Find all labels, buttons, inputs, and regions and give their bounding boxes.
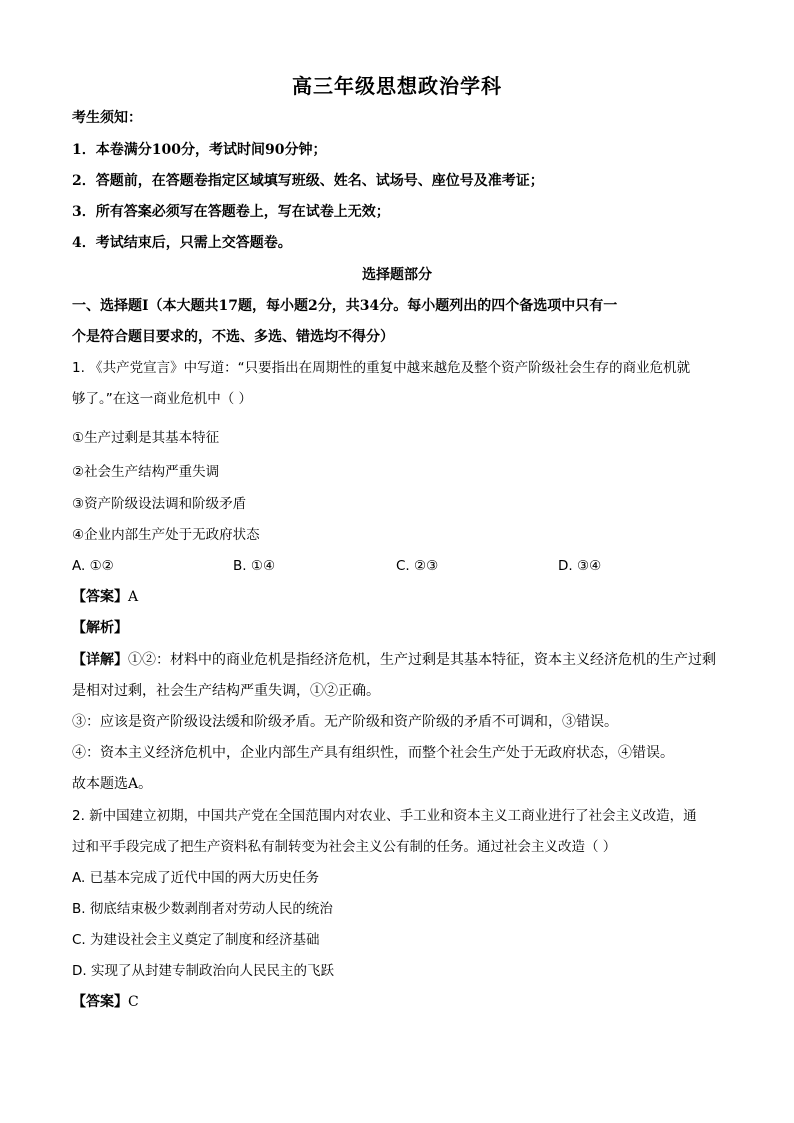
notice-item-1: 1．本卷满分100分，考试时间90分钟； (72, 142, 327, 158)
q1-stem-line1: 1. 《共产党宣言》中写道：“只要指出在周期性的重复中越来越危及整个资产阶级社会生存的商业危机就 (72, 360, 691, 376)
q1-detail-line3: ③：应该是资产阶级设法缓和阶级矛盾。无产阶级和资产阶级的矛盾不可调和，③错误。 (72, 714, 618, 730)
notice-item-2: 2．答题前，在答题卷指定区域填写班级、姓名、试场号、座位号及准考证； (72, 173, 544, 189)
section-instruction-line1: 一、选择题Ⅰ（本大题共17题，每小题2分，共34分。每小题列出的四个备选项中只有一 (72, 298, 618, 314)
section-title: 选择题部分 (362, 267, 432, 283)
notice-item-4: 4．考试结束后，只需上交答题卷。 (72, 235, 292, 251)
q1-stem-line2: 够了。”在这一商业危机中（ ） (72, 391, 253, 407)
q1-statement-1: ①生产过剩是其基本特征 (72, 430, 220, 446)
q1-answer-label: 【答案】 (72, 589, 128, 605)
q2-answer (72, 992, 139, 1012)
q1-detail-line1 (72, 650, 716, 670)
q1-detail-line2: 是相对过剩，社会生产结构严重失调，①②正确。 (72, 683, 380, 699)
q1-option-b: B. ①④ (233, 558, 276, 574)
q2-answer-label: 【答案】 (72, 994, 128, 1010)
q2-answer-value: C (128, 994, 139, 1010)
q1-statement-3: ③资产阶级设法调和阶级矛盾 (72, 496, 247, 512)
q1-option-d: D. ③④ (558, 558, 602, 574)
q2-option-b: B. 彻底结束极少数剥削者对劳动人民的统治 (72, 901, 333, 917)
q2-stem-line2: 过和平手段完成了把生产资料私有制转变为社会主义公有制的任务。通过社会主义改造（ ） (72, 839, 617, 855)
q2-option-c: C. 为建设社会主义奠定了制度和经济基础 (72, 932, 320, 948)
notice-item-3: 3．所有答案必须写在答题卷上，写在试卷上无效； (72, 204, 390, 220)
q1-option-a: A. ①② (72, 558, 114, 574)
notice-heading: 考生须知： (72, 110, 142, 126)
q2-option-a: A. 已基本完成了近代中国的两大历史任务 (72, 870, 320, 886)
q1-conclusion: 故本题选A。 (72, 776, 153, 792)
q2-option-d: D. 实现了从封建专制政治向人民民主的飞跃 (72, 963, 334, 979)
q1-option-c: C. ②③ (396, 558, 439, 574)
q1-detail-line4: ④：资本主义经济危机中，企业内部生产具有组织性，而整个社会生产处于无政府状态，④错误。 (72, 745, 674, 761)
q1-answer (72, 587, 138, 607)
q2-stem-line1: 2. 新中国建立初期，中国共产党在全国范围内对农业、手工业和资本主义工商业进行了社会主义改造，通 (72, 808, 697, 824)
q1-analysis-label: 【解析】 (72, 620, 128, 636)
section-instruction-line2: 个是符合题目要求的，不选、多选、错选均不得分） (72, 329, 394, 345)
q1-statement-4: ④企业内部生产处于无政府状态 (72, 527, 260, 543)
q1-statement-2: ②社会生产结构严重失调 (72, 464, 220, 480)
q1-detail-text1: ①②：材料中的商业危机是指经济危机，生产过剩是其基本特征，资本主义经济危机的生产过剩 (128, 652, 716, 668)
page-title: 高三年级思想政治学科 (292, 74, 502, 98)
q1-answer-value: A (128, 589, 139, 605)
q1-detail-label: 【详解】 (72, 652, 128, 668)
